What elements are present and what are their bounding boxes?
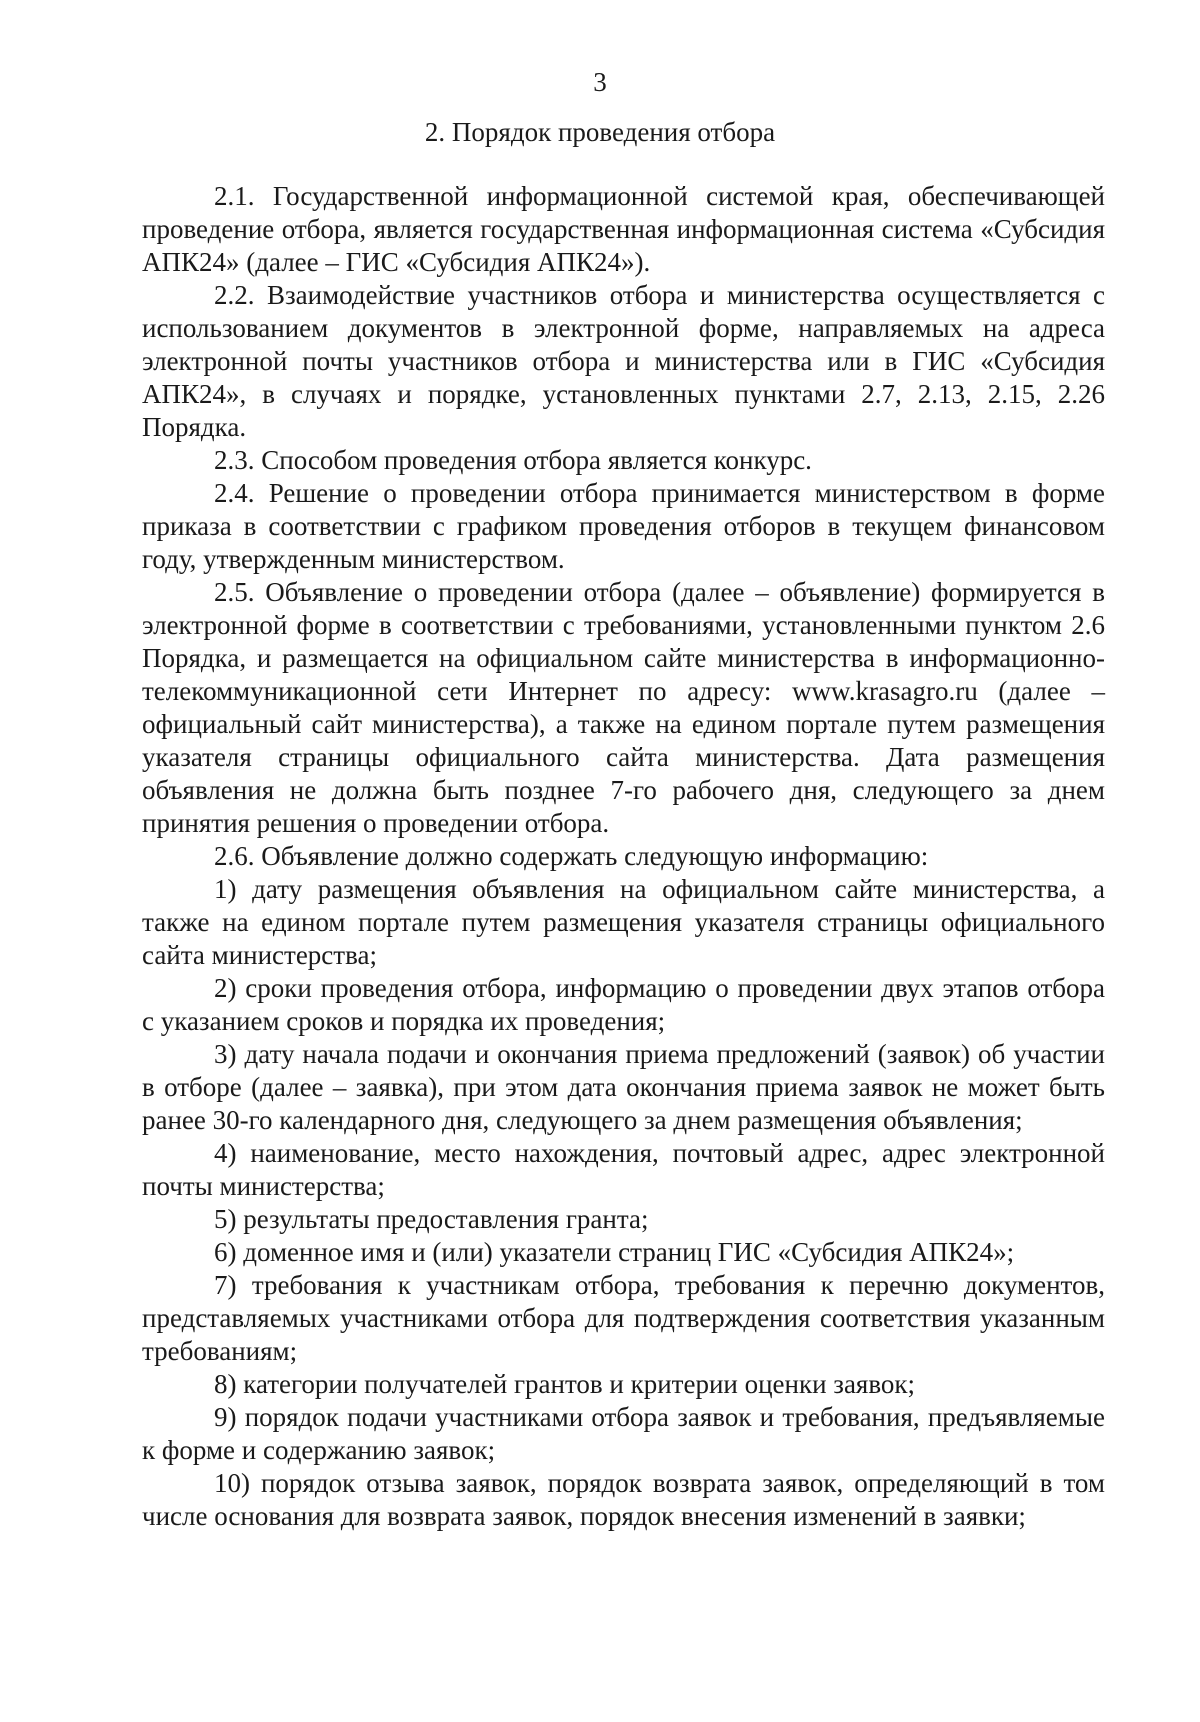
- list-item-7: 7) требования к участникам отбора, требования к перечню документов, представляемых участниками отбора для подтверждения соответствия указанным требованиям;: [142, 1270, 1105, 1366]
- list-item-4: 4) наименование, место нахождения, почтовый адрес, адрес электронной почты министерства;: [142, 1138, 1105, 1201]
- list-item-8: 8) категории получателей грантов и критерии оценки заявок;: [214, 1369, 916, 1399]
- paragraph-2-5: 2.5. Объявление о проведении отбора (далее – объявление) формируется в электронной форме в соответствии с требованиями, установленными пунктом 2.6 Порядка, и размещается на официальном сайте министерства в информационно-телекоммуникационной сети Интернет по адресу: www.krasagro.ru (далее – официальный сайт министерства), а также на едином портале путем размещения указателя страницы официального сайта министерства. Дата размещения объявления не должна быть позднее 7-го рабочего дня, следующего за днем принятия решения о проведении отбора.: [142, 577, 1105, 838]
- paragraph-2-6: 2.6. Объявление должно содержать следующую информацию:: [214, 841, 929, 871]
- list-item-5: 5) результаты предоставления гранта;: [214, 1204, 649, 1234]
- page-number: 3: [593, 67, 607, 97]
- paragraph-2-1: 2.1. Государственной информационной системой края, обеспечивающей проведение отбора, является государственная информационная система «Субсидия АПК24» (далее – ГИС «Субсидия АПК24»).: [142, 181, 1105, 277]
- list-item-3: 3) дату начала подачи и окончания приема предложений (заявок) об участии в отборе (далее – заявка), при этом дата окончания приема заявок не может быть ранее 30-го календарного дня, следующего за днем размещения объявления;: [142, 1039, 1105, 1135]
- list-item-2: 2) сроки проведения отбора, информацию о проведении двух этапов отбора с указанием сроков и порядка их проведения;: [142, 973, 1105, 1036]
- document-body: [142, 180, 1105, 1533]
- list-item-6: 6) доменное имя и (или) указатели страниц ГИС «Субсидия АПК24»;: [214, 1237, 1015, 1267]
- paragraph-2-2: 2.2. Взаимодействие участников отбора и министерства осуществляется с использованием документов в электронной форме, направляемых на адреса электронной почты участников отбора и министерства или в ГИС «Субсидия АПК24», в случаях и порядке, установленных пунктами 2.7, 2.13, 2.15, 2.26 Порядка.: [142, 280, 1105, 442]
- paragraph-2-3: 2.3. Способом проведения отбора является конкурс.: [214, 445, 812, 475]
- list-item-10: 10) порядок отзыва заявок, порядок возврата заявок, определяющий в том числе основания для возврата заявок, порядок внесения изменений в заявки;: [142, 1468, 1105, 1531]
- list-item-9: 9) порядок подачи участниками отбора заявок и требования, предъявляемые к форме и содержанию заявок;: [142, 1402, 1105, 1465]
- section-title: 2. Порядок проведения отбора: [424, 117, 776, 147]
- paragraph-2-4: 2.4. Решение о проведении отбора принимается министерством в форме приказа в соответствии с графиком проведения отборов в текущем финансовом году, утвержденным министерством.: [142, 478, 1105, 574]
- list-item-1: 1) дату размещения объявления на официальном сайте министерства, а также на едином портале путем размещения указателя страницы официального сайта министерства;: [142, 874, 1105, 970]
